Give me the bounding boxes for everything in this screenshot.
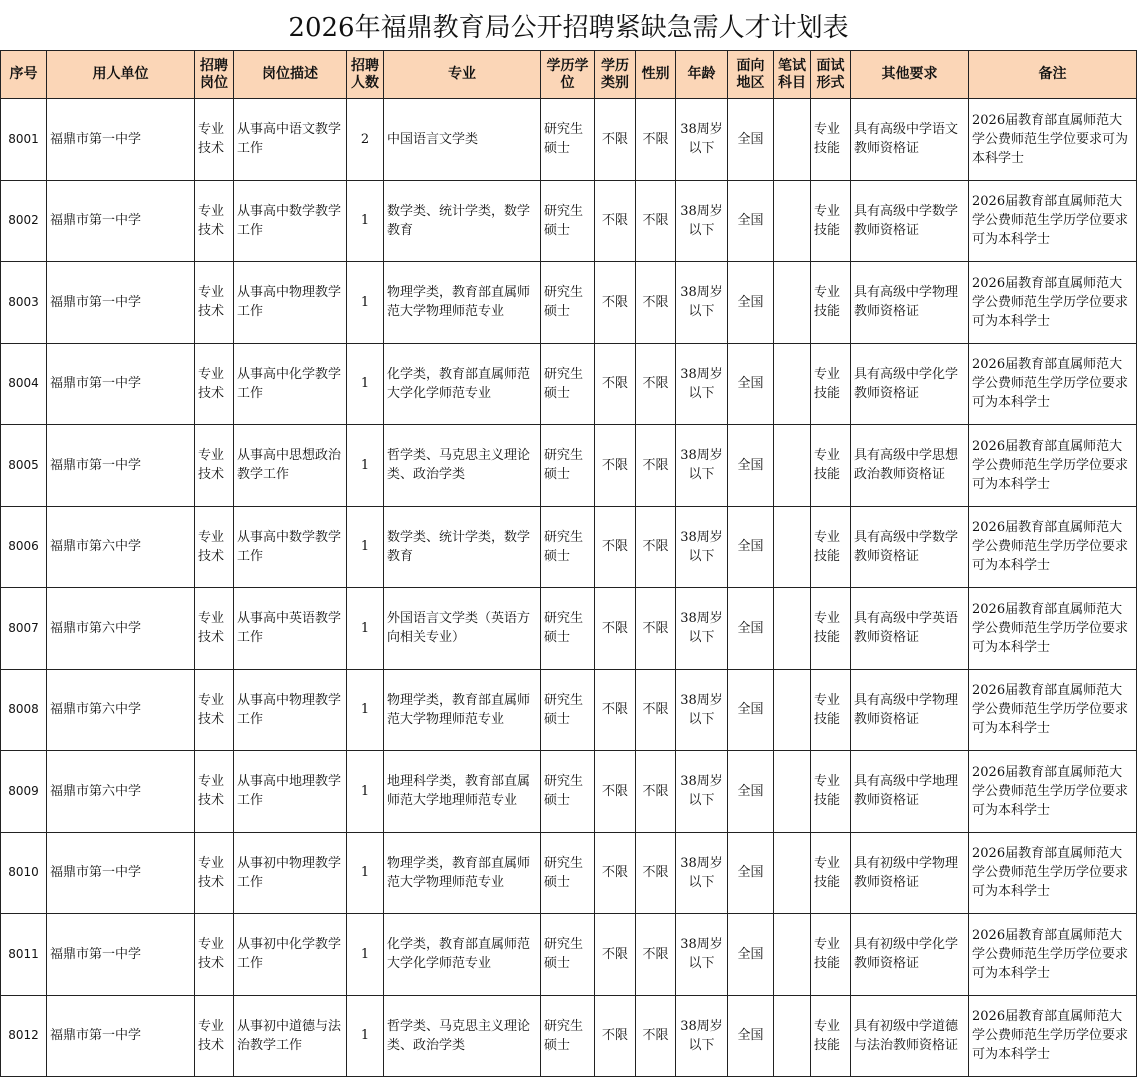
cell-other: 具有高级中学物理教师资格证 xyxy=(851,262,969,344)
cell-post: 专业技术 xyxy=(195,669,234,751)
cell-seq: 8007 xyxy=(1,588,47,670)
cell-seq: 8005 xyxy=(1,425,47,507)
cell-age: 38周岁以下 xyxy=(676,669,728,751)
cell-unit: 福鼎市第一中学 xyxy=(47,914,195,996)
cell-desc: 从事高中物理教学工作 xyxy=(234,669,347,751)
cell-post: 专业技术 xyxy=(195,262,234,344)
cell-other: 具有高级中学语文教师资格证 xyxy=(851,99,969,181)
cell-count: 1 xyxy=(347,832,384,914)
cell-gender: 不限 xyxy=(636,262,676,344)
cell-count: 1 xyxy=(347,425,384,507)
cell-other: 具有初级中学化学教师资格证 xyxy=(851,914,969,996)
cell-major: 物理学类，教育部直属师范大学物理师范专业 xyxy=(384,262,541,344)
cell-region: 全国 xyxy=(728,751,774,833)
cell-count: 1 xyxy=(347,669,384,751)
cell-age: 38周岁以下 xyxy=(676,262,728,344)
header-gender: 性别 xyxy=(636,51,676,99)
header-interview: 面试形式 xyxy=(811,51,851,99)
cell-exam xyxy=(774,914,811,996)
cell-age: 38周岁以下 xyxy=(676,99,728,181)
cell-other: 具有高级中学数学教师资格证 xyxy=(851,506,969,588)
cell-gender: 不限 xyxy=(636,588,676,670)
cell-note: 2026届教育部直属师范大学公费师范生学历学位要求可为本科学士 xyxy=(969,425,1137,507)
header-post: 招聘岗位 xyxy=(195,51,234,99)
cell-unit: 福鼎市第一中学 xyxy=(47,262,195,344)
cell-seq: 8001 xyxy=(1,99,47,181)
cell-type: 不限 xyxy=(595,180,636,262)
cell-type: 不限 xyxy=(595,506,636,588)
cell-post: 专业技术 xyxy=(195,588,234,670)
cell-type: 不限 xyxy=(595,995,636,1077)
cell-degree: 研究生硕士 xyxy=(541,669,595,751)
cell-degree: 研究生硕士 xyxy=(541,99,595,181)
table-row xyxy=(1,180,1137,262)
cell-post: 专业技术 xyxy=(195,425,234,507)
cell-interview: 专业技能 xyxy=(811,588,851,670)
cell-unit: 福鼎市第一中学 xyxy=(47,343,195,425)
cell-desc: 从事高中语文教学工作 xyxy=(234,99,347,181)
cell-degree: 研究生硕士 xyxy=(541,506,595,588)
cell-other: 具有高级中学数学教师资格证 xyxy=(851,180,969,262)
cell-exam xyxy=(774,99,811,181)
header-age: 年龄 xyxy=(676,51,728,99)
cell-post: 专业技术 xyxy=(195,99,234,181)
cell-exam xyxy=(774,588,811,670)
cell-desc: 从事初中物理教学工作 xyxy=(234,832,347,914)
cell-gender: 不限 xyxy=(636,669,676,751)
cell-interview: 专业技能 xyxy=(811,832,851,914)
cell-count: 2 xyxy=(347,99,384,181)
cell-region: 全国 xyxy=(728,180,774,262)
cell-count: 1 xyxy=(347,506,384,588)
cell-gender: 不限 xyxy=(636,914,676,996)
cell-major: 化学类，教育部直属师范大学化学师范专业 xyxy=(384,343,541,425)
cell-type: 不限 xyxy=(595,588,636,670)
cell-exam xyxy=(774,669,811,751)
cell-count: 1 xyxy=(347,588,384,670)
cell-degree: 研究生硕士 xyxy=(541,832,595,914)
cell-count: 1 xyxy=(347,914,384,996)
cell-gender: 不限 xyxy=(636,751,676,833)
cell-desc: 从事初中道德与法治教学工作 xyxy=(234,995,347,1077)
table-row xyxy=(1,343,1137,425)
cell-other: 具有初级中学道德与法治教师资格证 xyxy=(851,995,969,1077)
table-row xyxy=(1,669,1137,751)
cell-note: 2026届教育部直属师范大学公费师范生学历学位要求可为本科学士 xyxy=(969,343,1137,425)
cell-exam xyxy=(774,343,811,425)
header-major: 专业 xyxy=(384,51,541,99)
cell-degree: 研究生硕士 xyxy=(541,914,595,996)
cell-degree: 研究生硕士 xyxy=(541,588,595,670)
header-type: 学历类别 xyxy=(595,51,636,99)
cell-age: 38周岁以下 xyxy=(676,914,728,996)
cell-type: 不限 xyxy=(595,751,636,833)
cell-region: 全国 xyxy=(728,669,774,751)
table-row xyxy=(1,425,1137,507)
header-row xyxy=(1,51,1137,99)
cell-gender: 不限 xyxy=(636,99,676,181)
cell-note: 2026届教育部直属师范大学公费师范生学历学位要求可为本科学士 xyxy=(969,995,1137,1077)
cell-unit: 福鼎市第一中学 xyxy=(47,180,195,262)
cell-region: 全国 xyxy=(728,995,774,1077)
cell-interview: 专业技能 xyxy=(811,914,851,996)
table-row xyxy=(1,832,1137,914)
header-degree: 学历学位 xyxy=(541,51,595,99)
cell-interview: 专业技能 xyxy=(811,425,851,507)
header-desc: 岗位描述 xyxy=(234,51,347,99)
cell-interview: 专业技能 xyxy=(811,99,851,181)
header-count: 招聘人数 xyxy=(347,51,384,99)
cell-gender: 不限 xyxy=(636,506,676,588)
cell-post: 专业技术 xyxy=(195,180,234,262)
cell-age: 38周岁以下 xyxy=(676,506,728,588)
cell-age: 38周岁以下 xyxy=(676,425,728,507)
header-unit: 用人单位 xyxy=(47,51,195,99)
cell-gender: 不限 xyxy=(636,832,676,914)
cell-seq: 8006 xyxy=(1,506,47,588)
cell-gender: 不限 xyxy=(636,425,676,507)
cell-unit: 福鼎市第六中学 xyxy=(47,669,195,751)
cell-degree: 研究生硕士 xyxy=(541,180,595,262)
cell-desc: 从事高中地理教学工作 xyxy=(234,751,347,833)
table-body xyxy=(1,99,1137,1077)
cell-region: 全国 xyxy=(728,343,774,425)
cell-interview: 专业技能 xyxy=(811,669,851,751)
cell-interview: 专业技能 xyxy=(811,506,851,588)
cell-gender: 不限 xyxy=(636,343,676,425)
header-other: 其他要求 xyxy=(851,51,969,99)
table-row xyxy=(1,751,1137,833)
cell-unit: 福鼎市第一中学 xyxy=(47,425,195,507)
cell-type: 不限 xyxy=(595,425,636,507)
header-exam: 笔试科目 xyxy=(774,51,811,99)
cell-seq: 8008 xyxy=(1,669,47,751)
cell-other: 具有高级中学物理教师资格证 xyxy=(851,669,969,751)
cell-major: 化学类，教育部直属师范大学化学师范专业 xyxy=(384,914,541,996)
cell-count: 1 xyxy=(347,180,384,262)
cell-note: 2026届教育部直属师范大学公费师范生学历学位要求可为本科学士 xyxy=(969,669,1137,751)
cell-other: 具有高级中学地理教师资格证 xyxy=(851,751,969,833)
cell-age: 38周岁以下 xyxy=(676,588,728,670)
cell-unit: 福鼎市第一中学 xyxy=(47,995,195,1077)
cell-desc: 从事初中化学教学工作 xyxy=(234,914,347,996)
table-row xyxy=(1,914,1137,996)
cell-note: 2026届教育部直属师范大学公费师范生学历学位要求可为本科学士 xyxy=(969,751,1137,833)
cell-exam xyxy=(774,506,811,588)
cell-major: 数学类、统计学类，数学教育 xyxy=(384,506,541,588)
cell-major: 中国语言文学类 xyxy=(384,99,541,181)
cell-unit: 福鼎市第六中学 xyxy=(47,588,195,670)
page-title: 2026年福鼎教育局公开招聘紧缺急需人才计划表 xyxy=(288,13,849,43)
cell-note: 2026届教育部直属师范大学公费师范生学历学位要求可为本科学士 xyxy=(969,506,1137,588)
cell-exam xyxy=(774,262,811,344)
cell-other: 具有高级中学化学教师资格证 xyxy=(851,343,969,425)
cell-degree: 研究生硕士 xyxy=(541,343,595,425)
cell-count: 1 xyxy=(347,343,384,425)
table-row xyxy=(1,588,1137,670)
cell-major: 数学类、统计学类，数学教育 xyxy=(384,180,541,262)
cell-gender: 不限 xyxy=(636,995,676,1077)
recruitment-table xyxy=(0,50,1137,1077)
cell-desc: 从事高中英语教学工作 xyxy=(234,588,347,670)
cell-major: 哲学类、马克思主义理论类、政治学类 xyxy=(384,425,541,507)
cell-seq: 8012 xyxy=(1,995,47,1077)
cell-type: 不限 xyxy=(595,262,636,344)
cell-seq: 8010 xyxy=(1,832,47,914)
cell-seq: 8003 xyxy=(1,262,47,344)
cell-interview: 专业技能 xyxy=(811,262,851,344)
cell-unit: 福鼎市第一中学 xyxy=(47,99,195,181)
cell-region: 全国 xyxy=(728,832,774,914)
cell-age: 38周岁以下 xyxy=(676,751,728,833)
cell-desc: 从事高中化学教学工作 xyxy=(234,343,347,425)
cell-count: 1 xyxy=(347,262,384,344)
cell-type: 不限 xyxy=(595,832,636,914)
cell-note: 2026届教育部直属师范大学公费师范生学历学位要求可为本科学士 xyxy=(969,832,1137,914)
cell-exam xyxy=(774,751,811,833)
cell-major: 物理学类，教育部直属师范大学物理师范专业 xyxy=(384,832,541,914)
cell-desc: 从事高中数学教学工作 xyxy=(234,180,347,262)
cell-post: 专业技术 xyxy=(195,914,234,996)
cell-post: 专业技术 xyxy=(195,832,234,914)
cell-region: 全国 xyxy=(728,99,774,181)
cell-seq: 8009 xyxy=(1,751,47,833)
cell-unit: 福鼎市第一中学 xyxy=(47,832,195,914)
cell-degree: 研究生硕士 xyxy=(541,425,595,507)
header-region: 面向地区 xyxy=(728,51,774,99)
cell-interview: 专业技能 xyxy=(811,343,851,425)
cell-region: 全国 xyxy=(728,262,774,344)
cell-major: 地理科学类，教育部直属师范大学地理师范专业 xyxy=(384,751,541,833)
cell-exam xyxy=(774,995,811,1077)
cell-region: 全国 xyxy=(728,588,774,670)
cell-region: 全国 xyxy=(728,425,774,507)
cell-other: 具有高级中学英语教师资格证 xyxy=(851,588,969,670)
cell-note: 2026届教育部直属师范大学公费师范生学历学位要求可为本科学士 xyxy=(969,588,1137,670)
cell-degree: 研究生硕士 xyxy=(541,751,595,833)
cell-exam xyxy=(774,425,811,507)
cell-type: 不限 xyxy=(595,99,636,181)
cell-interview: 专业技能 xyxy=(811,180,851,262)
cell-type: 不限 xyxy=(595,669,636,751)
cell-note: 2026届教育部直属师范大学公费师范生学历学位要求可为本科学士 xyxy=(969,914,1137,996)
cell-major: 外国语言文学类（英语方向相关专业） xyxy=(384,588,541,670)
cell-post: 专业技术 xyxy=(195,751,234,833)
cell-major: 物理学类，教育部直属师范大学物理师范专业 xyxy=(384,669,541,751)
table-row xyxy=(1,99,1137,181)
cell-desc: 从事高中数学教学工作 xyxy=(234,506,347,588)
cell-gender: 不限 xyxy=(636,180,676,262)
cell-interview: 专业技能 xyxy=(811,751,851,833)
cell-degree: 研究生硕士 xyxy=(541,262,595,344)
cell-seq: 8011 xyxy=(1,914,47,996)
cell-count: 1 xyxy=(347,995,384,1077)
cell-age: 38周岁以下 xyxy=(676,832,728,914)
cell-degree: 研究生硕士 xyxy=(541,995,595,1077)
cell-age: 38周岁以下 xyxy=(676,343,728,425)
cell-type: 不限 xyxy=(595,343,636,425)
cell-desc: 从事高中思想政治教学工作 xyxy=(234,425,347,507)
cell-other: 具有初级中学物理教师资格证 xyxy=(851,832,969,914)
cell-note: 2026届教育部直属师范大学公费师范生学位要求可为本科学士 xyxy=(969,99,1137,181)
cell-unit: 福鼎市第六中学 xyxy=(47,751,195,833)
cell-interview: 专业技能 xyxy=(811,995,851,1077)
cell-post: 专业技术 xyxy=(195,995,234,1077)
cell-unit: 福鼎市第六中学 xyxy=(47,506,195,588)
cell-note: 2026届教育部直属师范大学公费师范生学历学位要求可为本科学士 xyxy=(969,180,1137,262)
header-note: 备注 xyxy=(969,51,1137,99)
cell-count: 1 xyxy=(347,751,384,833)
table-row xyxy=(1,995,1137,1077)
header-seq: 序号 xyxy=(1,51,47,99)
cell-exam xyxy=(774,832,811,914)
cell-note: 2026届教育部直属师范大学公费师范生学历学位要求可为本科学士 xyxy=(969,262,1137,344)
cell-exam xyxy=(774,180,811,262)
cell-age: 38周岁以下 xyxy=(676,180,728,262)
cell-desc: 从事高中物理教学工作 xyxy=(234,262,347,344)
cell-major: 哲学类、马克思主义理论类、政治学类 xyxy=(384,995,541,1077)
cell-post: 专业技术 xyxy=(195,343,234,425)
cell-seq: 8004 xyxy=(1,343,47,425)
cell-seq: 8002 xyxy=(1,180,47,262)
cell-other: 具有高级中学思想政治教师资格证 xyxy=(851,425,969,507)
cell-post: 专业技术 xyxy=(195,506,234,588)
cell-type: 不限 xyxy=(595,914,636,996)
cell-region: 全国 xyxy=(728,914,774,996)
table-row xyxy=(1,506,1137,588)
cell-age: 38周岁以下 xyxy=(676,995,728,1077)
table-row xyxy=(1,262,1137,344)
cell-region: 全国 xyxy=(728,506,774,588)
